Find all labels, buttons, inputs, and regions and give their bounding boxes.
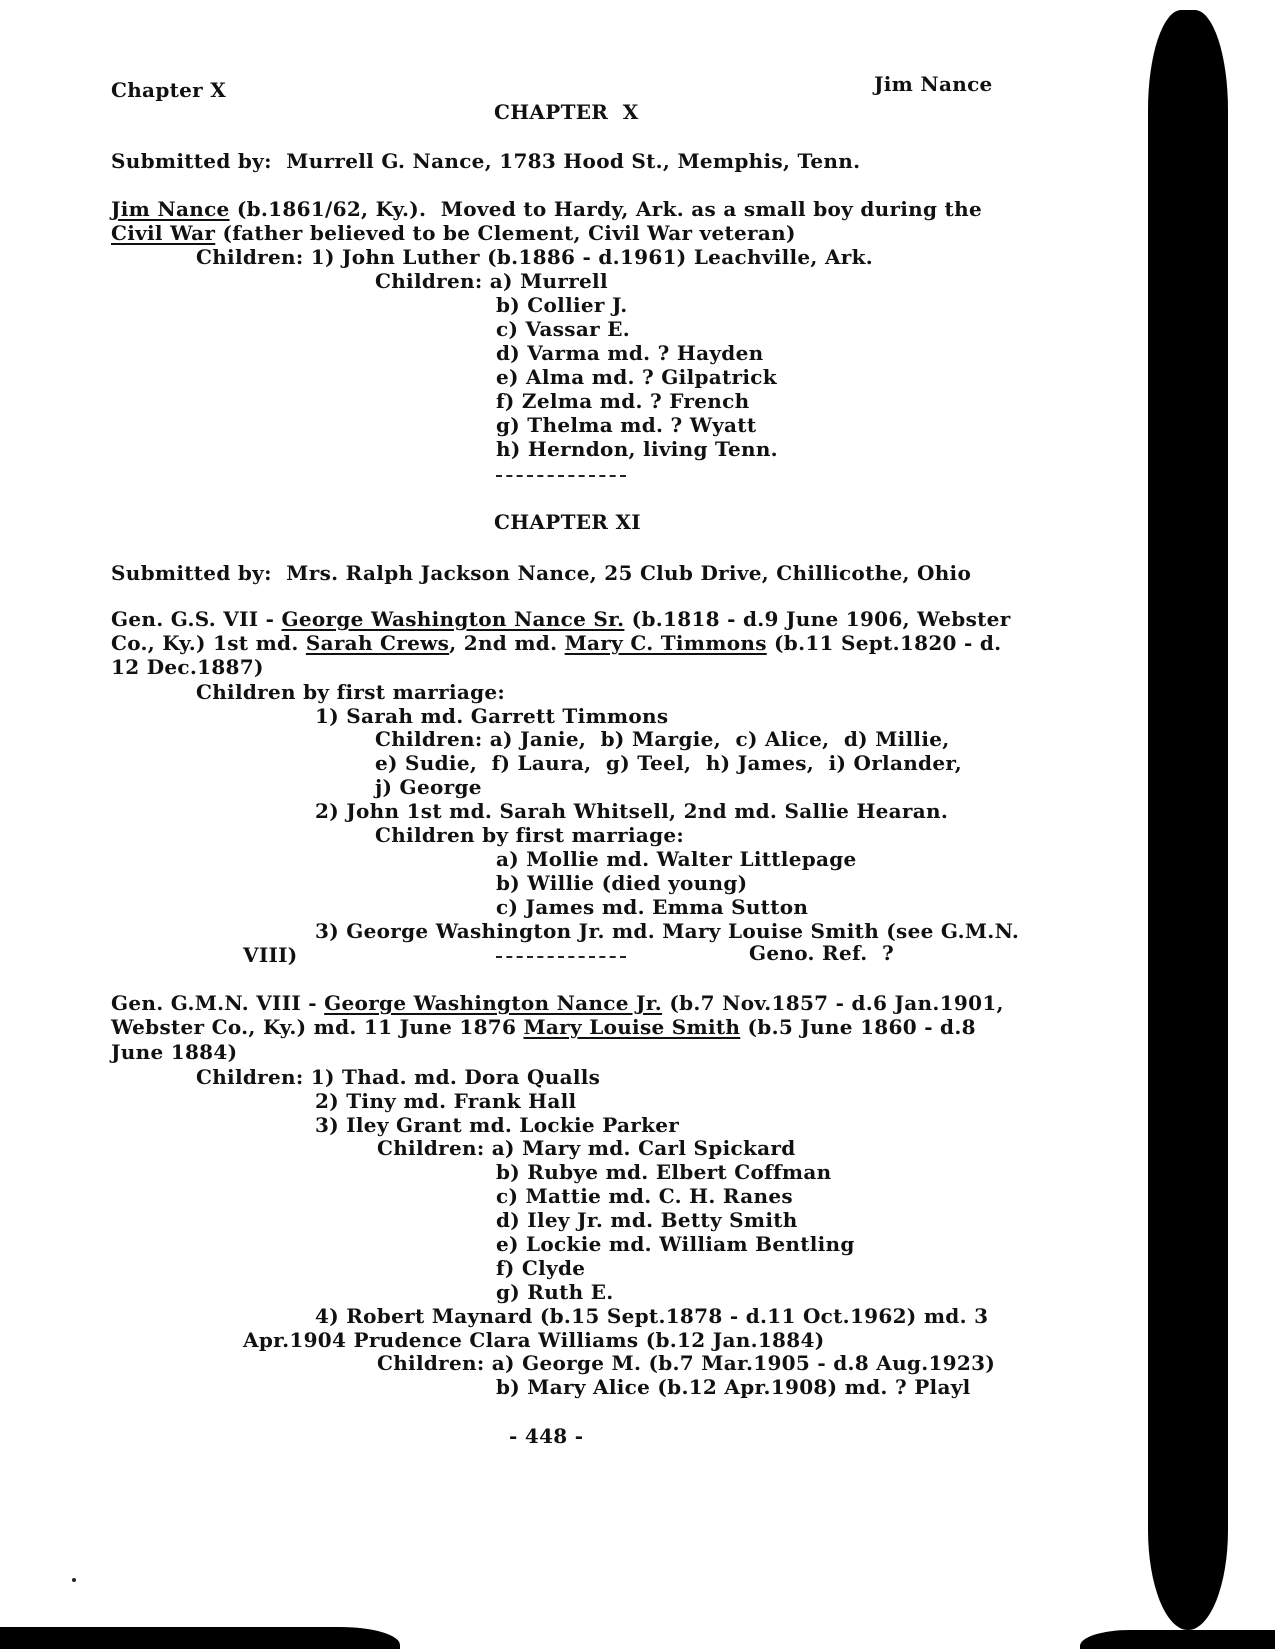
chapter-x-children-line: Children: 1) John Luther (b.1886 - d.1961) Leachville, Ark. <box>196 245 874 269</box>
gen-vii-line-2: Co., Ky.) 1st md. Sarah Crews, 2nd md. Mary C. Timmons (b.11 Sept.1820 - d. <box>111 631 1002 655</box>
list-item: c) Vassar E. <box>496 317 631 341</box>
list-item: b) Rubye md. Elbert Coffman <box>496 1160 832 1184</box>
gen-vii-first-marriage-label: Children by first marriage: <box>196 680 506 704</box>
gen-viii-name: George Washington Nance Jr. <box>324 991 663 1015</box>
chapter-x-entry-line-1: Jim Nance (b.1861/62, Ky.). Moved to Hardy, Ark. as a small boy during the <box>111 197 982 221</box>
civil-war-underlined: Civil War <box>111 221 216 245</box>
scan-speck <box>72 1578 76 1582</box>
gen-vii-spouse-2: Mary C. Timmons <box>564 631 767 655</box>
list-item: g) Thelma md. ? Wyatt <box>496 413 757 437</box>
gen-viii-child-3: 3) Iley Grant md. Lockie Parker <box>315 1113 680 1137</box>
list-item: d) Varma md. ? Hayden <box>496 341 764 365</box>
gen-vii-line-3: 12 Dec.1887) <box>111 655 264 679</box>
gen-vii-name: George Washington Nance Sr. <box>281 607 625 631</box>
section-divider <box>496 475 626 477</box>
chapter-xi-heading: CHAPTER XI <box>494 510 641 534</box>
list-item: d) Iley Jr. md. Betty Smith <box>496 1208 798 1232</box>
chapter-x-heading: CHAPTER X <box>494 100 639 124</box>
list-item: h) Herndon, living Tenn. <box>496 437 778 461</box>
chapter-x-entry-line-2: Civil War (father believed to be Clement, Civil War veteran) <box>111 221 796 245</box>
list-item: e) Lockie md. William Bentling <box>496 1232 855 1256</box>
list-item: b) Willie (died young) <box>496 871 748 895</box>
scan-edge-shadow-right <box>1148 10 1228 1630</box>
list-item: a) Mollie md. Walter Littlepage <box>496 847 857 871</box>
list-item: b) Collier J. <box>496 293 628 317</box>
list-item: g) Ruth E. <box>496 1280 614 1304</box>
gen-viii-child-2: 2) Tiny md. Frank Hall <box>315 1089 577 1113</box>
list-item: f) Zelma md. ? French <box>496 389 750 413</box>
gen-vii-child-2-label: Children by first marriage: <box>375 823 685 847</box>
subject-name: Jim Nance <box>111 197 230 221</box>
gen-vii-child-1-children: e) Sudie, f) Laura, g) Teel, h) James, i) Orlander, <box>375 751 962 775</box>
gen-vii-child-1-children: Children: a) Janie, b) Margie, c) Alice, d) Millie, <box>375 727 950 751</box>
gen-vii-child-1: 1) Sarah md. Garrett Timmons <box>315 704 669 728</box>
scan-edge-shadow-bottom-right <box>1080 1630 1275 1649</box>
gen-viii-child-4: 4) Robert Maynard (b.15 Sept.1878 - d.11 Oct.1962) md. 3 <box>315 1304 989 1328</box>
geno-ref: Geno. Ref. ? <box>749 941 895 965</box>
gen-viii-line-1: Gen. G.M.N. VIII - George Washington Nance Jr. (b.7 Nov.1857 - d.6 Jan.1901, <box>111 991 1004 1015</box>
page-number: - 448 - <box>509 1424 584 1448</box>
chapter-x-submitted-by: Submitted by: Murrell G. Nance, 1783 Hood St., Memphis, Tenn. <box>111 149 861 173</box>
list-item: b) Mary Alice (b.12 Apr.1908) md. ? Playl <box>496 1375 971 1399</box>
gen-vii-child-3-cont: VIII) <box>243 943 298 967</box>
gen-vii-child-3: 3) George Washington Jr. md. Mary Louise Smith (see G.M.N. <box>315 919 1020 943</box>
gen-viii-child-4-label: Children: a) George M. (b.7 Mar.1905 - d.8 Aug.1923) <box>377 1351 996 1375</box>
scan-edge-shadow-bottom-left <box>0 1627 400 1649</box>
gen-vii-child-2: 2) John 1st md. Sarah Whitsell, 2nd md. Sallie Hearan. <box>315 799 949 823</box>
running-header-left: Chapter X <box>111 78 227 102</box>
gen-viii-children-label: Children: 1) Thad. md. Dora Qualls <box>196 1065 601 1089</box>
gen-vii-line-1: Gen. G.S. VII - George Washington Nance Sr. (b.1818 - d.9 June 1906, Webster <box>111 607 1011 631</box>
gen-viii-child-4-cont: Apr.1904 Prudence Clara Williams (b.12 Jan.1884) <box>243 1328 825 1352</box>
list-item: c) James md. Emma Sutton <box>496 895 809 919</box>
chapter-x-grandchildren-label: Children: a) Murrell <box>375 269 608 293</box>
running-header-right: Jim Nance <box>874 72 993 96</box>
gen-viii-line-2: Webster Co., Ky.) md. 11 June 1876 Mary Louise Smith (b.5 June 1860 - d.8 <box>111 1015 976 1039</box>
section-divider <box>496 956 626 958</box>
gen-viii-spouse: Mary Louise Smith <box>523 1015 741 1039</box>
gen-viii-child-3-label: Children: a) Mary md. Carl Spickard <box>377 1136 796 1160</box>
chapter-xi-submitted-by: Submitted by: Mrs. Ralph Jackson Nance, 25 Club Drive, Chillicothe, Ohio <box>111 561 972 585</box>
gen-viii-line-3: June 1884) <box>111 1040 238 1064</box>
gen-vii-child-1-children: j) George <box>375 775 482 799</box>
list-item: e) Alma md. ? Gilpatrick <box>496 365 777 389</box>
list-item: c) Mattie md. C. H. Ranes <box>496 1184 793 1208</box>
list-item: f) Clyde <box>496 1256 586 1280</box>
gen-vii-spouse-1: Sarah Crews <box>305 631 450 655</box>
